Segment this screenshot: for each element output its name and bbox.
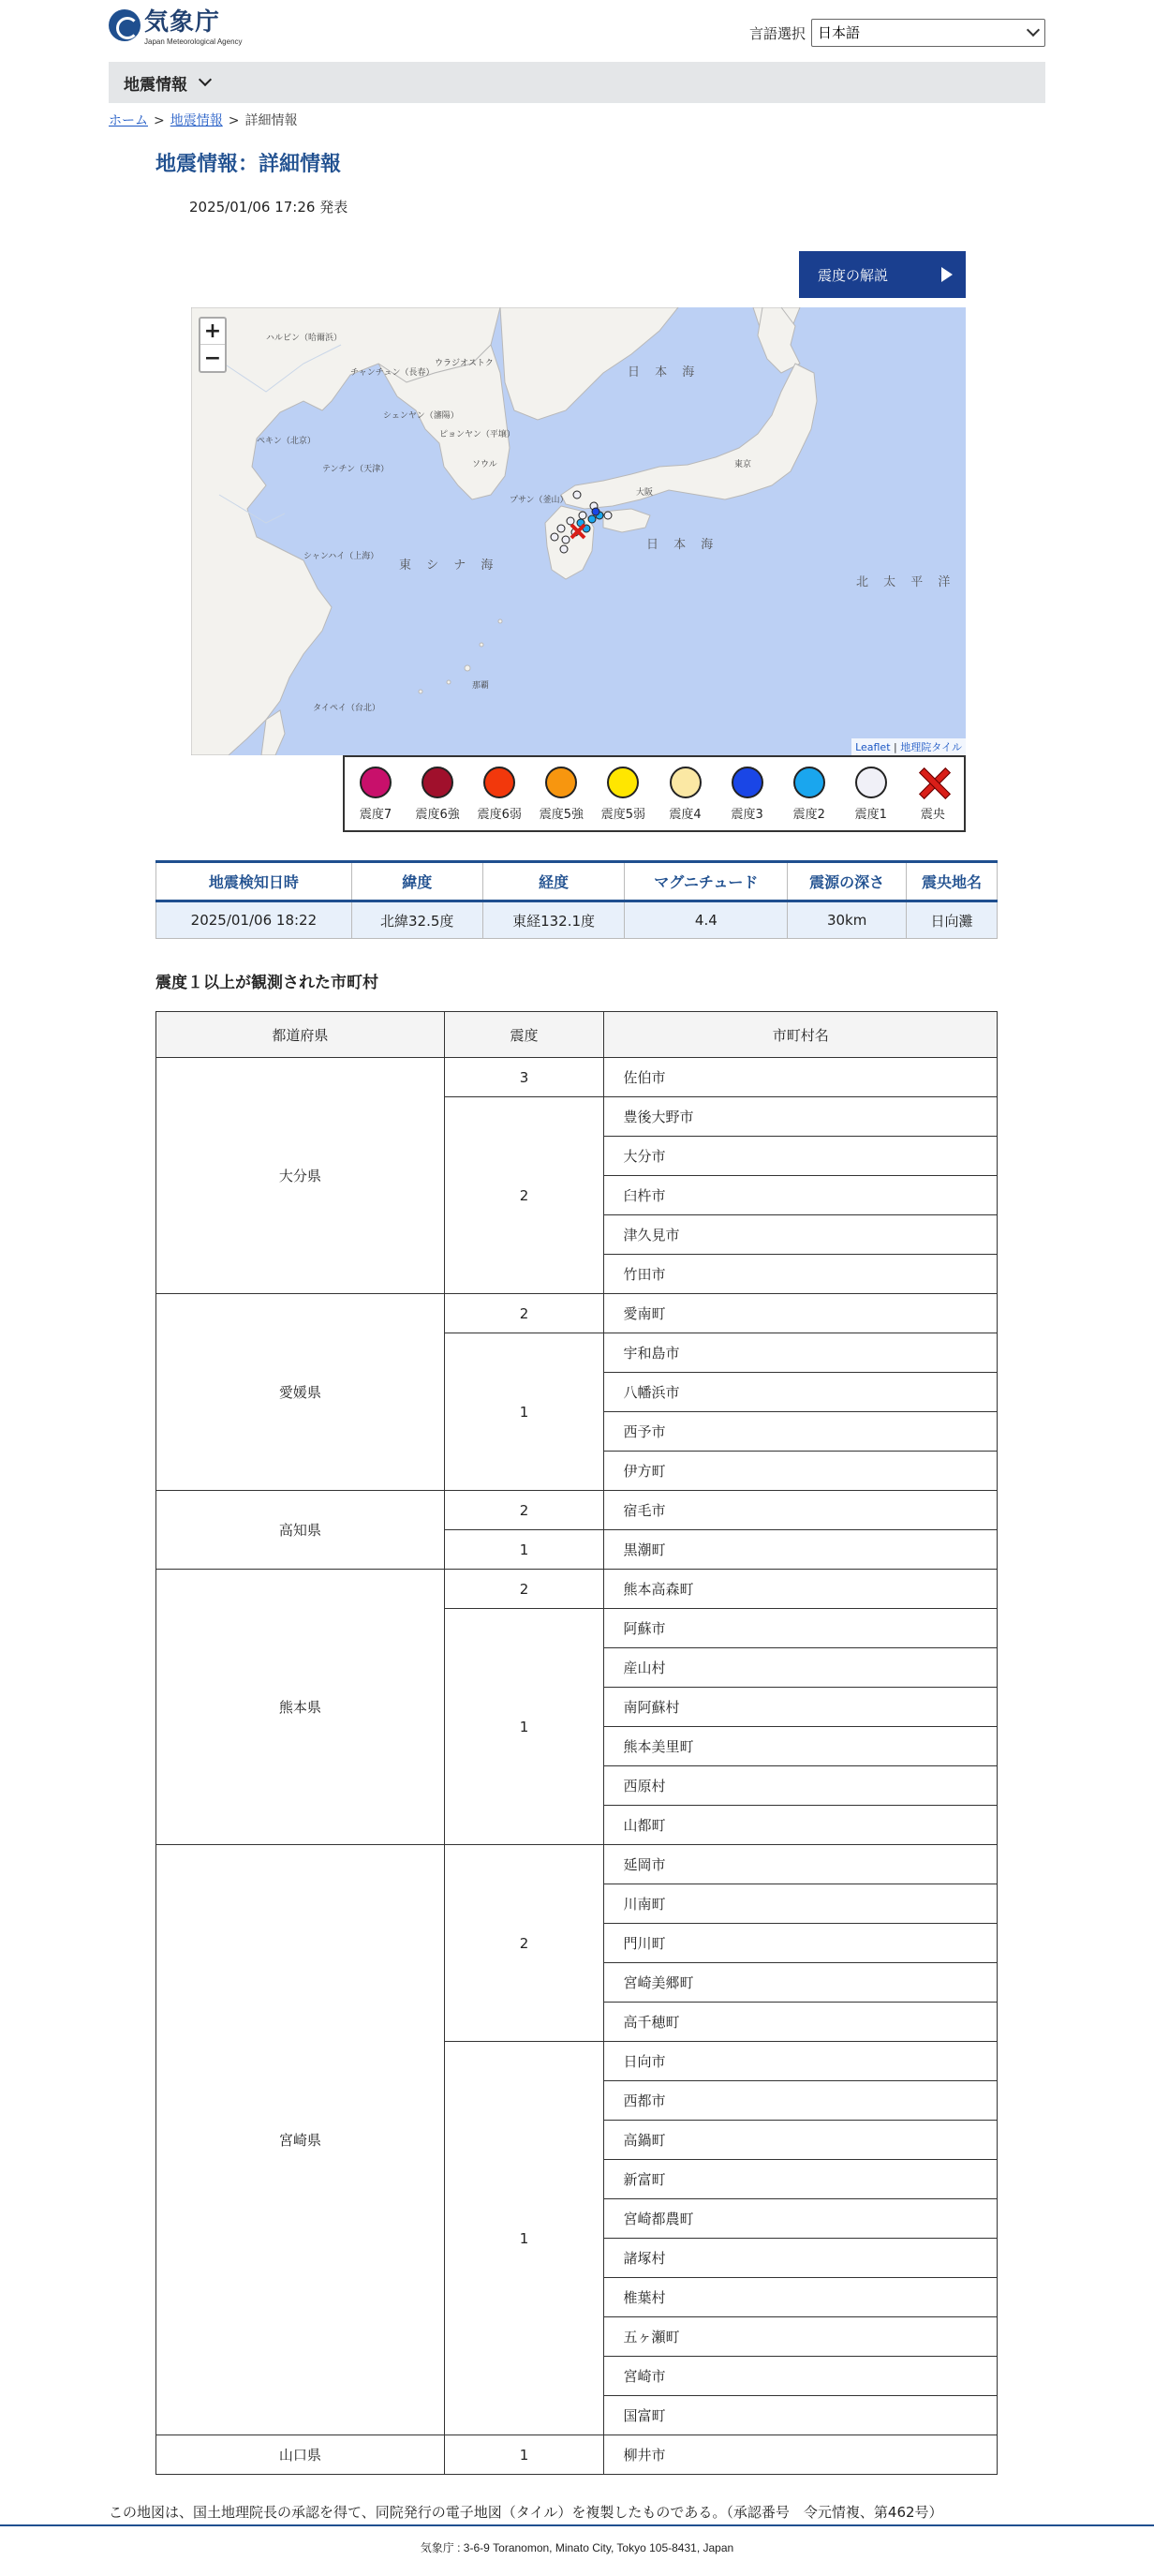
summary-header: 緯度 <box>351 862 482 901</box>
legend-dot-icon <box>360 767 392 798</box>
municipality-cell: 八幡浜市 <box>604 1373 998 1412</box>
municipality-cell: 柳井市 <box>604 2435 998 2475</box>
logo-text-jp: 気象庁 <box>144 8 221 37</box>
legend-label: 震央 <box>920 808 945 822</box>
language-select[interactable] <box>811 19 1045 47</box>
municipality-cell: 阿蘇市 <box>604 1609 998 1648</box>
prefecture-cell: 山口県 <box>156 2435 445 2475</box>
prefecture-cell: 宮崎県 <box>156 1845 445 2435</box>
intensity-cell: 2 <box>444 1570 604 1609</box>
language-label: 言語選択 <box>748 24 806 42</box>
chevron-down-icon <box>199 73 212 86</box>
summary-cell: 日向灘 <box>907 901 998 939</box>
legend-label: 震度3 <box>731 808 763 822</box>
map-label-city: シャンハイ（上海） <box>303 552 379 561</box>
attribution-gsi-link[interactable]: 地理院タイル <box>900 741 962 753</box>
map-copyright-note: この地図は、国土地理院長の承認を得て、同院発行の電子地図（タイル）を複製したものである。（承認番号 令元情複、第462号） <box>109 2504 943 2521</box>
legend-label: 震度5強 <box>539 808 584 822</box>
map-label-east-china-sea: 東 シ ナ 海 <box>399 558 499 573</box>
table-row <box>156 1058 998 1097</box>
municipality-cell: 南阿蘇村 <box>604 1688 998 1727</box>
legend-dot-icon <box>793 767 825 798</box>
legend-label: 震度6強 <box>415 808 460 822</box>
section-title: 震度１以上が観測された市町村 <box>155 974 378 992</box>
legend-item <box>345 757 407 830</box>
municipality-cell: 熊本美里町 <box>604 1727 998 1766</box>
map-label-city: 大阪 <box>636 488 654 498</box>
zoom-control <box>199 317 227 373</box>
summary-cell: 4.4 <box>625 901 788 939</box>
municipality-cell: 産山村 <box>604 1648 998 1688</box>
intensity-cell: 3 <box>444 1058 604 1097</box>
municipality-cell: 諸塚村 <box>604 2239 998 2278</box>
table-row <box>156 1570 998 1609</box>
legend-item <box>717 757 778 830</box>
map-label-city: 那覇 <box>472 681 490 691</box>
map-label-city: ピョンヤン（平壌） <box>439 430 515 439</box>
summary-header: マグニチュード <box>625 862 788 901</box>
map-label-city: チャンチュン（長春） <box>350 368 435 378</box>
legend-item <box>407 757 468 830</box>
municipality-cell: 熊本高森町 <box>604 1570 998 1609</box>
legend-item <box>902 757 964 830</box>
legend-dot-icon <box>855 767 887 798</box>
map-label-sea-japan2: 日 本 海 <box>646 538 719 552</box>
prefecture-cell: 熊本県 <box>156 1570 445 1845</box>
municipality-cell: 新富町 <box>604 2160 998 2199</box>
map-label-city: プサン（釜山） <box>510 496 569 505</box>
issued-time: 2025/01/06 17:26 発表 <box>189 199 348 216</box>
legend-label: 震度4 <box>669 808 702 822</box>
municipality-cell: 伊方町 <box>604 1452 998 1491</box>
breadcrumb-current: 詳細情報 <box>244 113 298 128</box>
map-attribution <box>851 738 966 755</box>
municipality-cell: 門川町 <box>604 1924 998 1963</box>
legend-dot-icon <box>483 767 515 798</box>
summary-header: 経度 <box>482 862 625 901</box>
intensity-cell: 2 <box>444 1491 604 1530</box>
intensity-header: 都道府県 <box>156 1012 445 1058</box>
legend-label: 震度1 <box>854 808 887 822</box>
map-label-city: 東京 <box>734 460 752 469</box>
map-label-city: シェンヤン（瀋陽） <box>383 411 459 421</box>
legend-dot-icon <box>607 767 639 798</box>
municipality-cell: 竹田市 <box>604 1255 998 1294</box>
legend-label: 震度6弱 <box>477 808 522 822</box>
legend-label: 震度7 <box>359 808 392 822</box>
intensity-header: 震度 <box>444 1012 604 1058</box>
intensity-explain-button[interactable] <box>799 251 966 298</box>
intensity-cell: 1 <box>444 1609 604 1845</box>
municipality-cell: 大分市 <box>604 1137 998 1176</box>
intensity-cell: 1 <box>444 1530 604 1570</box>
table-row <box>156 1845 998 1884</box>
nav-item-earthquake[interactable] <box>124 62 210 103</box>
intensity-legend <box>343 755 966 832</box>
legend-dot-icon <box>732 767 763 798</box>
breadcrumb-sep: > <box>228 113 240 128</box>
summary-cell: 2025/01/06 18:22 <box>156 901 352 939</box>
legend-dot-icon <box>545 767 577 798</box>
summary-cell: 北緯32.5度 <box>351 901 482 939</box>
municipality-cell: 五ヶ瀬町 <box>604 2317 998 2357</box>
intensity-cell: 2 <box>444 1097 604 1294</box>
municipality-cell: 臼杵市 <box>604 1176 998 1215</box>
intensity-cell: 1 <box>444 2042 604 2435</box>
municipality-cell: 国富町 <box>604 2396 998 2435</box>
municipality-cell: 津久見市 <box>604 1215 998 1255</box>
intensity-cell: 2 <box>444 1845 604 2042</box>
intensity-table-body <box>156 1058 998 2475</box>
municipality-cell: 豊後大野市 <box>604 1097 998 1137</box>
municipality-cell: 日向市 <box>604 2042 998 2081</box>
municipality-cell: 愛南町 <box>604 1294 998 1333</box>
summary-cell: 30km <box>788 901 907 939</box>
logo-text-en: Japan Meteorological Agency <box>144 37 243 46</box>
municipality-cell: 椎葉村 <box>604 2278 998 2317</box>
attribution-leaflet-link[interactable]: Leaflet <box>855 741 891 753</box>
municipality-cell: 川南町 <box>604 1884 998 1924</box>
intensity-table <box>155 1011 998 2475</box>
zoom-out-button[interactable]: − <box>203 346 222 370</box>
summary-header: 地震検知日時 <box>156 862 352 901</box>
map-label-sea-japan: 日 本 海 <box>628 365 701 380</box>
prefecture-cell: 愛媛県 <box>156 1294 445 1491</box>
municipality-cell: 高千穂町 <box>604 2003 998 2042</box>
legend-dot-icon <box>670 767 702 798</box>
legend-item <box>654 757 716 830</box>
site-footer: 気象庁 : 3-6-9 Toranomon, Minato City, Tokyo 105-8431, Japan <box>0 2524 1154 2576</box>
prefecture-cell: 大分県 <box>156 1058 445 1294</box>
map-label-city: ソウル <box>472 460 497 469</box>
intensity-cell: 2 <box>444 1294 604 1333</box>
legend-dot-icon <box>422 767 453 798</box>
map-label-city: ペキン（北京） <box>257 437 316 446</box>
jma-logo[interactable] <box>109 9 243 46</box>
table-row <box>156 2435 998 2475</box>
language-selector <box>749 19 1045 47</box>
summary-header: 震源の深さ <box>788 862 907 901</box>
summary-header: 震央地名 <box>907 862 998 901</box>
earthquake-summary-table <box>155 860 998 939</box>
municipality-cell: 宇和島市 <box>604 1333 998 1373</box>
zoom-in-button[interactable]: + <box>200 319 225 345</box>
breadcrumb-quake[interactable]: 地震情報 <box>170 113 223 128</box>
municipality-cell: 宮崎市 <box>604 2357 998 2396</box>
map-label-city: ハルビン（哈爾浜） <box>266 334 343 343</box>
intensity-cell: 1 <box>444 1333 604 1491</box>
municipality-cell: 佐伯市 <box>604 1058 998 1097</box>
epicenter-x-icon <box>917 767 949 798</box>
intensity-header: 市町村名 <box>604 1012 998 1058</box>
map-land-svg <box>191 307 966 755</box>
jma-logo-icon <box>109 9 141 41</box>
breadcrumb <box>109 111 1045 129</box>
prefecture-cell: 高知県 <box>156 1491 445 1570</box>
municipality-cell: 高鍋町 <box>604 2121 998 2160</box>
summary-cell: 東経132.1度 <box>482 901 625 939</box>
legend-item <box>468 757 530 830</box>
arrow-right-icon <box>941 267 953 282</box>
legend-item <box>778 757 840 830</box>
table-row <box>156 1294 998 1333</box>
intensity-cell: 1 <box>444 2435 604 2475</box>
intensity-explain-label: 震度の解説 <box>818 266 889 284</box>
map-label-city: テンチン（天津） <box>322 465 390 474</box>
legend-item <box>530 757 592 830</box>
municipality-cell: 西原村 <box>604 1766 998 1806</box>
municipality-cell: 宮崎美郷町 <box>604 1963 998 2003</box>
municipality-cell: 黒潮町 <box>604 1530 998 1570</box>
main-nav <box>109 62 1045 103</box>
municipality-cell: 延岡市 <box>604 1845 998 1884</box>
legend-label: 震度2 <box>792 808 825 822</box>
epicenter-map[interactable] <box>191 307 966 755</box>
map-label-city: ウラジオストク <box>435 359 494 368</box>
map-label-pacific: 北 太 平 洋 <box>856 575 956 589</box>
map-label-city: タイペイ（台北） <box>313 704 380 713</box>
municipality-cell: 山都町 <box>604 1806 998 1845</box>
municipality-cell: 西都市 <box>604 2081 998 2121</box>
breadcrumb-home[interactable]: ホーム <box>109 113 148 128</box>
page-title: 地震情報：詳細情報 <box>155 153 342 176</box>
breadcrumb-sep: > <box>154 113 165 128</box>
site-header <box>109 0 1045 62</box>
table-row <box>156 1491 998 1530</box>
municipality-cell: 宿毛市 <box>604 1491 998 1530</box>
legend-item <box>840 757 902 830</box>
nav-item-label: 地震情報 <box>124 75 187 95</box>
attribution-sep: | <box>890 741 901 753</box>
legend-item <box>592 757 654 830</box>
municipality-cell: 西予市 <box>604 1412 998 1452</box>
legend-label: 震度5弱 <box>600 808 646 822</box>
municipality-cell: 宮崎都農町 <box>604 2199 998 2239</box>
